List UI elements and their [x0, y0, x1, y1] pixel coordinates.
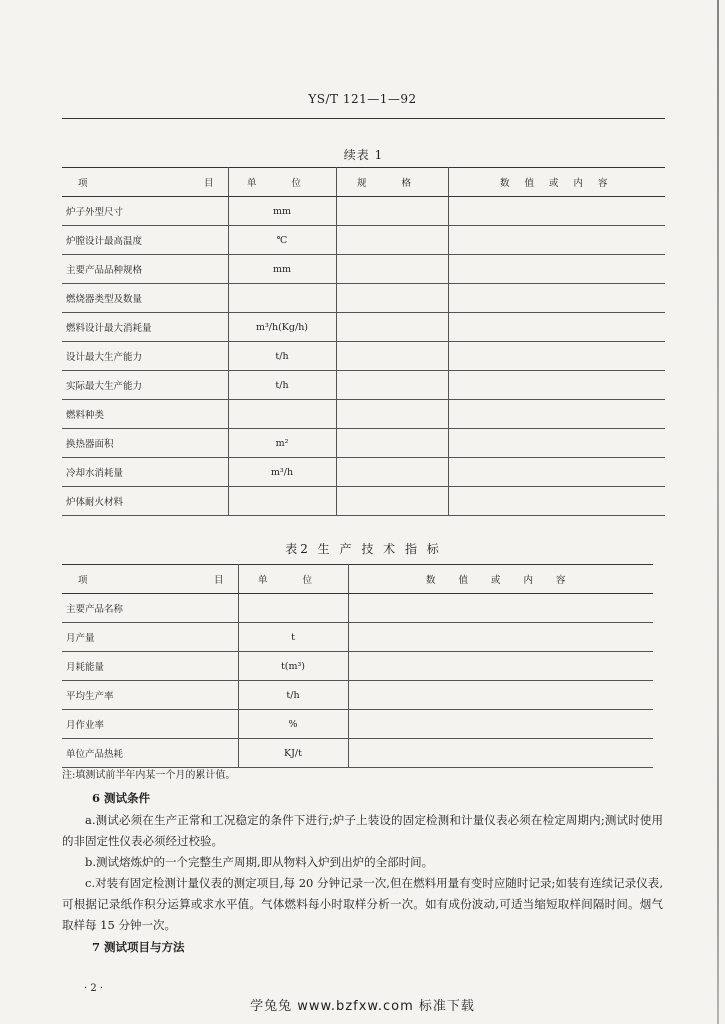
table2-header-value: 数 值 或 内 容	[348, 565, 653, 594]
table-row	[62, 594, 653, 623]
row-spec	[336, 313, 448, 342]
row-item: 炉体耐火材料	[62, 487, 228, 516]
table1-header-spec: 规 格	[336, 168, 448, 197]
row-unit: m³/h	[228, 458, 336, 487]
row-unit	[228, 400, 336, 429]
row-value	[448, 197, 665, 226]
row-item: 炉膛设计最高温度	[62, 226, 228, 255]
section-6-para-c: c.对装有固定检测计量仪表的测定项目,每 20 分钟记录一次,但在燃料用量有变时应随时记录;如装有连续记录仪表,可根据记录纸作积分运算或求水平值。气体燃料每小时取样分析一次。如有成份波动,可适当缩短取样间隔时间。烟气取样每 15 分钟一次。	[62, 876, 663, 932]
table2-header-row	[62, 565, 653, 594]
header-item-right: 目	[203, 178, 214, 189]
table1	[62, 167, 665, 516]
row-value	[448, 371, 665, 400]
row-unit: mm	[228, 197, 336, 226]
row-spec	[336, 400, 448, 429]
row-unit	[228, 487, 336, 516]
row-unit: m³/h(Kg/h)	[228, 313, 336, 342]
row-item: 换热器面积	[62, 429, 228, 458]
row-unit: KJ/t	[238, 739, 348, 768]
row-item: 设计最大生产能力	[62, 342, 228, 371]
row-value	[348, 594, 653, 623]
table-row	[62, 652, 653, 681]
row-value	[348, 710, 653, 739]
row-spec	[336, 255, 448, 284]
table-row	[62, 342, 665, 371]
table-row	[62, 371, 665, 400]
row-value	[348, 681, 653, 710]
section-7-heading: 7 测试项目与方法	[92, 940, 185, 954]
header-item-left: 项	[78, 178, 88, 189]
row-unit: ℃	[228, 226, 336, 255]
row-unit: t	[238, 623, 348, 652]
table1-header-item	[62, 168, 228, 197]
row-value	[448, 226, 665, 255]
row-value	[348, 739, 653, 768]
row-value	[448, 255, 665, 284]
row-unit: mm	[228, 255, 336, 284]
header-item-right: 目	[213, 575, 224, 586]
table-row	[62, 487, 665, 516]
header-item-left: 项	[78, 575, 88, 586]
row-spec	[336, 284, 448, 313]
row-item: 炉子外型尺寸	[62, 197, 228, 226]
row-value	[348, 652, 653, 681]
watermark-footer: 学兔兔 www.bzfxw.com 标准下载	[250, 999, 475, 1014]
row-item: 冷却水消耗量	[62, 458, 228, 487]
row-item: 实际最大生产能力	[62, 371, 228, 400]
row-unit: t(m³)	[238, 652, 348, 681]
page-number: · 2 ·	[84, 983, 104, 994]
row-spec	[336, 458, 448, 487]
table-row	[62, 313, 665, 342]
row-spec	[336, 197, 448, 226]
row-item: 燃料种类	[62, 400, 228, 429]
table-row	[62, 739, 653, 768]
row-unit: m²	[228, 429, 336, 458]
row-item: 月耗能量	[62, 652, 238, 681]
table-row	[62, 284, 665, 313]
table-row	[62, 400, 665, 429]
row-value	[448, 342, 665, 371]
row-spec	[336, 371, 448, 400]
table-row	[62, 429, 665, 458]
row-item: 单位产品热耗	[62, 739, 238, 768]
standard-code-header: YS/T 121—1—92	[308, 92, 417, 106]
table2-note: 注:填测试前半年内某一个月的累计值。	[62, 770, 236, 781]
row-item: 主要产品名称	[62, 594, 238, 623]
table2	[62, 564, 653, 768]
section-6-para-b: b.测试熔炼炉的一个完整生产周期,即从物料入炉到出炉的全部时间。	[85, 855, 434, 869]
row-unit: %	[238, 710, 348, 739]
table-row	[62, 681, 653, 710]
row-item: 平均生产率	[62, 681, 238, 710]
row-spec	[336, 487, 448, 516]
row-item: 月产量	[62, 623, 238, 652]
row-spec	[336, 226, 448, 255]
row-unit	[238, 594, 348, 623]
row-value	[348, 623, 653, 652]
table-row	[62, 255, 665, 284]
table2-header-item	[62, 565, 238, 594]
row-value	[448, 487, 665, 516]
table1-title: 续表 1	[343, 148, 384, 162]
row-value	[448, 400, 665, 429]
row-spec	[336, 342, 448, 371]
table1-header-value: 数 值 或 内 容	[448, 168, 665, 197]
table-row	[62, 197, 665, 226]
table-row	[62, 458, 665, 487]
row-item: 燃料设计最大消耗量	[62, 313, 228, 342]
section-6-heading: 6 测试条件	[92, 791, 151, 805]
row-unit: t/h	[228, 371, 336, 400]
row-value	[448, 458, 665, 487]
row-value	[448, 313, 665, 342]
header-divider	[62, 118, 665, 119]
row-item: 燃烧器类型及数量	[62, 284, 228, 313]
table1-header-row	[62, 168, 665, 197]
row-value	[448, 284, 665, 313]
scan-edge-shadow	[717, 0, 719, 1024]
table-row	[62, 710, 653, 739]
row-unit	[228, 284, 336, 313]
row-unit: t/h	[238, 681, 348, 710]
row-spec	[336, 429, 448, 458]
table2-title: 表2 生 产 技 术 指 标	[285, 542, 442, 556]
table1-header-unit: 单 位	[228, 168, 336, 197]
section-6-para-a: a.测试必须在生产正常和工况稳定的条件下进行;炉子上装设的固定检测和计量仪表必须在检定周期内;测试时使用的非固定性仪表必须经过校验。	[62, 813, 663, 848]
row-unit: t/h	[228, 342, 336, 371]
table-row	[62, 226, 665, 255]
table-row	[62, 623, 653, 652]
row-value	[448, 429, 665, 458]
table2-header-unit: 单 位	[238, 565, 348, 594]
row-item: 月作业率	[62, 710, 238, 739]
row-item: 主要产品品种规格	[62, 255, 228, 284]
